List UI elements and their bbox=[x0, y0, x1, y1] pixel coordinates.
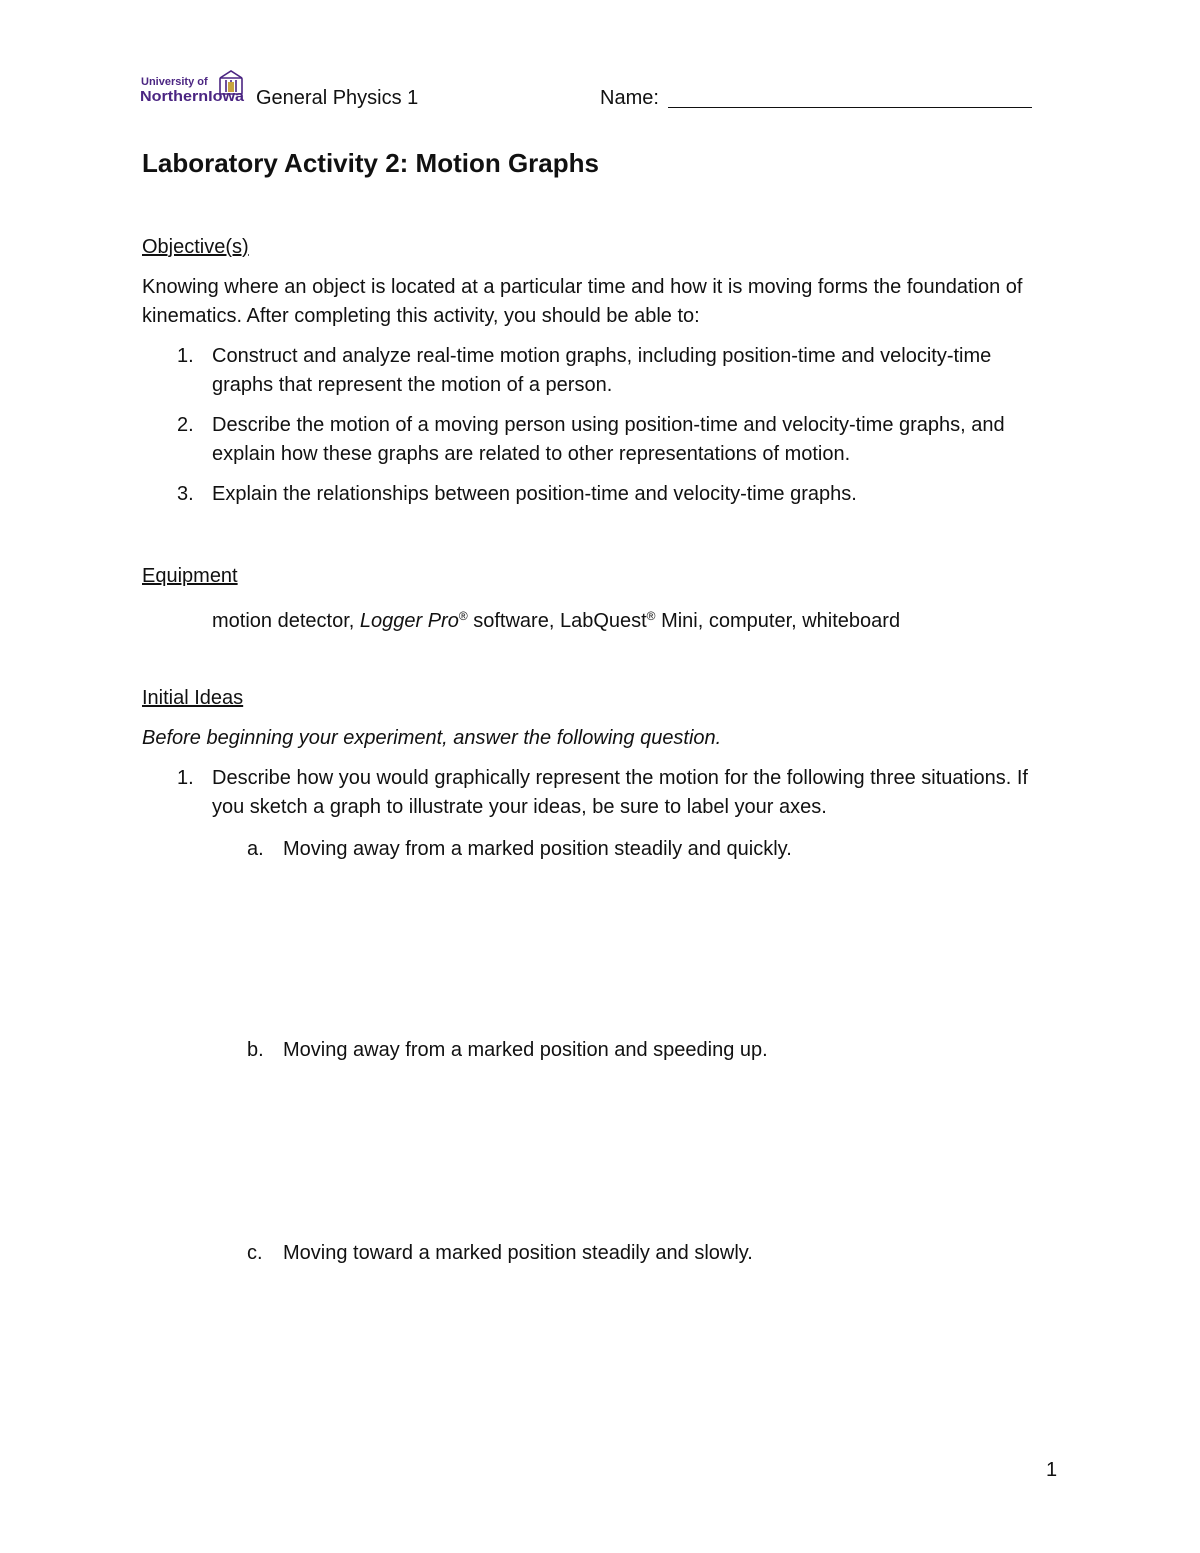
equipment-part3: Mini, computer, whiteboard bbox=[655, 610, 901, 632]
objective-item-2-text: Describe the motion of a moving person using position-time and velocity-time graphs, and explain how these graphs are related to other representations of motion. bbox=[212, 414, 1005, 465]
name-blank-line[interactable] bbox=[668, 107, 1032, 108]
page-number: 1 bbox=[1046, 1459, 1058, 1481]
university-logo-graphic bbox=[140, 70, 246, 106]
logo-text-line2: NorthernIowa bbox=[140, 88, 245, 105]
sub-item-a-letter: a. bbox=[247, 838, 264, 860]
objective-item-1-text: Construct and analyze real-time motion graphs, including position-time and velocity-time graphs that represent the motion of a person. bbox=[212, 345, 992, 396]
university-logo bbox=[140, 70, 246, 106]
name-label: Name: bbox=[600, 87, 659, 109]
equipment-part2: software, LabQuest bbox=[467, 610, 647, 632]
equipment-list bbox=[212, 604, 900, 633]
page-title: Laboratory Activity 2: Motion Graphs bbox=[142, 148, 599, 178]
sub-item-b-text: Moving away from a marked position and speeding up. bbox=[283, 1039, 768, 1061]
logo-text-line1: University of bbox=[141, 76, 208, 88]
objective-item-3-number: 3. bbox=[177, 483, 194, 505]
objective-item-2-number: 2. bbox=[177, 414, 194, 436]
registered-mark-1: ® bbox=[458, 609, 468, 623]
question-1-number: 1. bbox=[177, 767, 194, 789]
course-name: General Physics 1 bbox=[256, 87, 419, 109]
equipment-part1: motion detector, bbox=[212, 610, 360, 632]
sub-item-c-text: Moving toward a marked position steadily and slowly. bbox=[283, 1242, 753, 1264]
sub-item-c-letter: c. bbox=[247, 1242, 263, 1264]
question-1-text: Describe how you would graphically represent the motion for the following three situations. If you sketch a graph to illustrate your ideas, be sure to label your axes. bbox=[212, 767, 1028, 818]
sub-item-a-text: Moving away from a marked position steadily and quickly. bbox=[283, 838, 792, 860]
equipment-logger-pro: Logger Pro bbox=[359, 610, 459, 632]
objective-item-1-number: 1. bbox=[177, 345, 194, 367]
sub-item-b-letter: b. bbox=[247, 1039, 264, 1061]
registered-mark-2: ® bbox=[646, 609, 656, 623]
objectives-intro: Knowing where an object is located at a particular time and how it is moving forms the foundation of kinematics. After completing this activity, you should be able to: bbox=[142, 276, 1023, 327]
initial-ideas-instruction: Before beginning your experiment, answer the following question. bbox=[142, 727, 722, 749]
initial-ideas-heading: Initial Ideas bbox=[142, 687, 244, 709]
objective-item-3-text: Explain the relationships between position-time and velocity-time graphs. bbox=[212, 483, 857, 505]
objectives-heading: Objective(s) bbox=[142, 236, 249, 258]
equipment-heading: Equipment bbox=[142, 565, 238, 587]
